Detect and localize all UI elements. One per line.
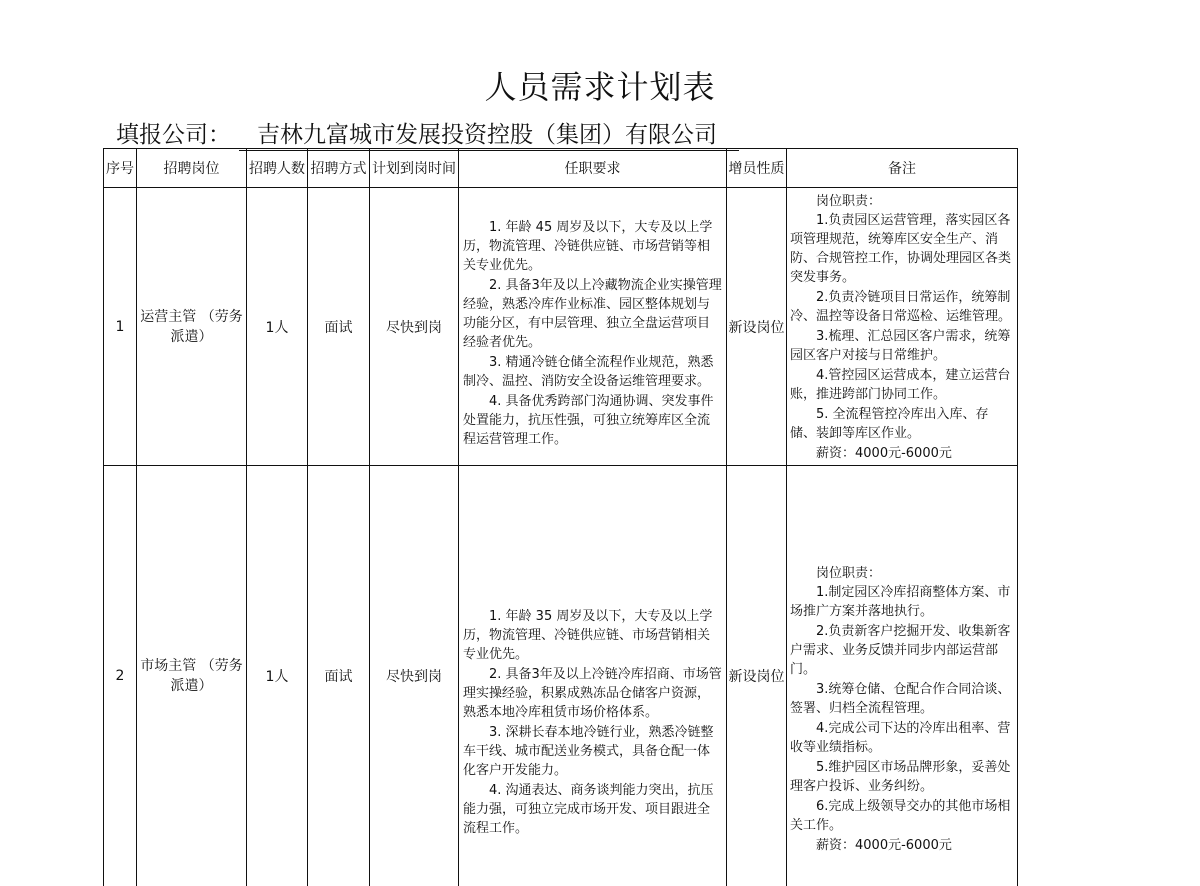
duty-item: 4.完成公司下达的冷库出租率、营收等业绩指标。 [790, 719, 1014, 757]
requirement-item: 4. 具备优秀跨部门沟通协调、突发事件处置能力，抗压性强，可独立统筹库区全流程运营管理工作。 [463, 392, 722, 449]
duty-item: 4.管控园区运营成本，建立运营台账，推进跨部门协同工作。 [790, 366, 1014, 404]
table-row [104, 188, 1018, 466]
cell-method: 面试 [308, 466, 370, 886]
cell-requirements [459, 188, 727, 466]
duty-item: 3.梳理、汇总园区客户需求，统筹园区客户对接与日常维护。 [790, 327, 1014, 365]
header-arrival: 计划到岗时间 [370, 149, 459, 188]
table-header-row [104, 149, 1018, 188]
company-line [116, 116, 739, 151]
duty-item: 6.完成上级领导交办的其他市场相关工作。 [790, 797, 1014, 835]
header-seq: 序号 [104, 149, 137, 188]
staffing-plan-table [103, 148, 1018, 886]
requirement-item: 2. 具备3年及以上冷藏物流企业实操管理经验，熟悉冷库作业标准、园区整体规划与功能分区，有中层管理、独立全盘运营项目经验者优先。 [463, 276, 722, 352]
duty-item: 2.负责冷链项目日常运作，统筹制冷、温控等设备日常巡检、运维管理。 [790, 288, 1014, 326]
duty-item: 1.制定园区冷库招商整体方案、市场推广方案并落地执行。 [790, 583, 1014, 621]
requirement-item: 3. 深耕长春本地冷链行业，熟悉冷链整车干线、城市配送业务模式，具备仓配一体化客户开发能力。 [463, 723, 722, 780]
cell-position: 运营主管 （劳务派遣） [137, 188, 247, 466]
header-requirements: 任职要求 [459, 149, 727, 188]
cell-position: 市场主管 （劳务派遣） [137, 466, 247, 886]
cell-nature: 新设岗位 [727, 188, 787, 466]
header-count: 招聘人数 [247, 149, 308, 188]
requirement-item: 1. 年龄 35 周岁及以下，大专及以上学历，物流管理、冷链供应链、市场营销相关专业优先。 [463, 607, 722, 664]
duty-item: 3.统筹仓储、仓配合作合同洽谈、签署、归档全流程管理。 [790, 680, 1014, 718]
table-row [104, 466, 1018, 886]
header-position: 招聘岗位 [137, 149, 247, 188]
cell-count: 1人 [247, 466, 308, 886]
cell-arrival: 尽快到岗 [370, 466, 459, 886]
remarks-heading: 岗位职责： [790, 192, 1014, 211]
requirement-item: 3. 精通冷链仓储全流程作业规范，熟悉制冷、温控、消防安全设备运维管理要求。 [463, 353, 722, 391]
cell-method: 面试 [308, 188, 370, 466]
header-remarks: 备注 [787, 149, 1018, 188]
duty-item: 2.负责新客户挖掘开发、收集新客户需求、业务反馈并同步内部运营部门。 [790, 622, 1014, 679]
cell-seq: 1 [104, 188, 137, 466]
company-name: 吉林九富城市发展投资控股（集团）有限公司 [239, 120, 739, 151]
duty-item: 1.负责园区运营管理，落实园区各项管理规范，统筹库区安全生产、消防、合规管控工作，协调处理园区各类突发事务。 [790, 211, 1014, 287]
remarks-heading: 岗位职责： [790, 564, 1014, 583]
cell-count: 1人 [247, 188, 308, 466]
cell-requirements [459, 466, 727, 886]
duty-item: 5. 全流程管控冷库出入库、存储、装卸等库区作业。 [790, 405, 1014, 443]
cell-remarks [787, 188, 1018, 466]
cell-nature: 新设岗位 [727, 466, 787, 886]
cell-remarks [787, 466, 1018, 886]
cell-seq: 2 [104, 466, 137, 886]
requirement-item: 2. 具备3年及以上冷链冷库招商、市场管理实操经验，积累成熟冻品仓储客户资源，熟悉本地冷库租赁市场价格体系。 [463, 665, 722, 722]
cell-arrival: 尽快到岗 [370, 188, 459, 466]
header-nature: 增员性质 [727, 149, 787, 188]
requirement-item: 1. 年龄 45 周岁及以下，大专及以上学历，物流管理、冷链供应链、市场营销等相关专业优先。 [463, 218, 722, 275]
page-title: 人员需求计划表 [0, 62, 1200, 108]
duty-item: 5.维护园区市场品牌形象，妥善处理客户投诉、业务纠纷。 [790, 758, 1014, 796]
salary-text: 薪资：4000元-6000元 [790, 444, 1014, 463]
company-label: 填报公司： [116, 122, 231, 148]
header-method: 招聘方式 [308, 149, 370, 188]
requirement-item: 4. 沟通表达、商务谈判能力突出，抗压能力强，可独立完成市场开发、项目跟进全流程工作。 [463, 781, 722, 838]
salary-text: 薪资：4000元-6000元 [790, 836, 1014, 855]
